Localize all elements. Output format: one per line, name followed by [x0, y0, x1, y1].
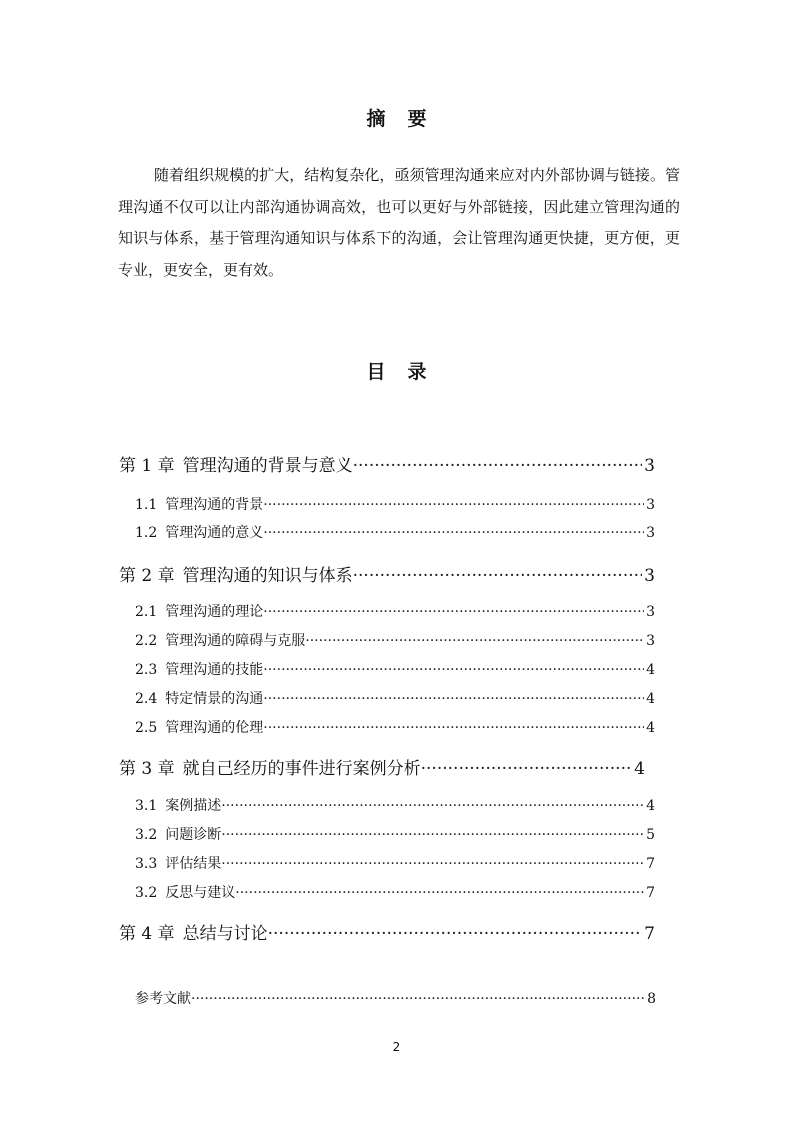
toc-leader-dots	[221, 827, 644, 843]
toc-entry-label: 管理沟通的背景与意义	[182, 456, 353, 476]
toc-leader-dots	[263, 604, 644, 620]
toc-entry-number: 第 2 章	[119, 566, 175, 586]
toc-entry-number: 2.3	[135, 662, 158, 678]
toc-entry-section-2-1	[135, 601, 655, 621]
toc-entry-page: 4	[646, 798, 655, 814]
toc-entry-page: 4	[646, 662, 655, 678]
toc-entry-section-2-2	[135, 630, 655, 650]
toc-entry-number: 3.3	[135, 856, 158, 872]
toc-leader-dots	[263, 662, 644, 678]
toc-entry-section-1-1	[135, 494, 655, 514]
toc-leader-dots	[263, 525, 644, 541]
toc-leader-dots	[268, 924, 643, 944]
toc-leader-dots	[421, 759, 633, 779]
toc-entry-number: 2.1	[135, 604, 158, 620]
toc-entry-chapter-2	[119, 561, 655, 586]
toc-entry-number: 3.2	[135, 827, 158, 843]
toc-entry-number: 3.1	[135, 798, 158, 814]
toc-entry-label: 管理沟通的背景	[165, 497, 264, 513]
toc-entry-number: 1.1	[135, 497, 158, 513]
toc-title: 目录	[366, 361, 449, 383]
toc-entry-section-2-4	[135, 688, 655, 708]
toc-leader-dots	[263, 720, 644, 736]
toc-entry-page: 3	[644, 566, 655, 586]
toc-entry-number: 3.2	[135, 885, 158, 901]
toc-leader-dots	[221, 856, 644, 872]
toc-entry-page: 7	[646, 856, 655, 872]
toc-entry-section-3-4	[135, 882, 655, 902]
toc-entry-label: 案例描述	[165, 798, 222, 814]
toc-entry-number: 2.4	[135, 691, 158, 707]
toc-entry-page: 4	[646, 720, 655, 736]
toc-entry-section-2-3	[135, 659, 655, 679]
toc-entry-label: 管理沟通的障碍与克服	[165, 633, 306, 649]
toc-entry-label: 特定情景的沟通	[165, 691, 264, 707]
toc-entry-label: 总结与讨论	[182, 924, 268, 944]
toc-entry-section-3-3	[135, 853, 655, 873]
toc-entry-label: 管理沟通的技能	[165, 662, 264, 678]
abstract-body: 随着组织规模的扩大，结构复杂化，亟须管理沟通来应对内外部协调与链接。管理沟通不仅可以让内部沟通协调高效，也可以更好与外部链接，因此建立管理沟通的知识与体系，基于管理沟通知识与体系下的沟通，会让管理沟通更快捷，更方便，更专业，更安全，更有效。	[118, 166, 680, 279]
toc-leader-dots	[221, 798, 644, 814]
toc-leader-dots	[263, 497, 644, 513]
toc-entry-page: 3	[646, 497, 655, 513]
toc-entry-label: 管理沟通的知识与体系	[182, 566, 353, 586]
toc-entry-label: 管理沟通的意义	[165, 525, 264, 541]
toc-leader-dots	[353, 566, 643, 586]
toc-entry-page: 8	[647, 991, 656, 1007]
toc-entry-chapter-1	[119, 451, 655, 476]
toc-entry-label: 就自己经历的事件进行案例分析	[182, 759, 421, 779]
toc-entry-page: 7	[644, 924, 655, 944]
toc-entry-page: 3	[646, 633, 655, 649]
toc-entry-page: 5	[646, 827, 655, 843]
toc-entry-section-1-2	[135, 522, 655, 542]
toc-entry-page: 4	[634, 759, 645, 779]
toc-entry-number: 第 3 章	[119, 759, 175, 779]
toc-entry-chapter-4	[119, 919, 655, 944]
toc-entry-page: 3	[646, 525, 655, 541]
toc-entry-page: 4	[646, 691, 655, 707]
toc-entry-number: 第 1 章	[119, 456, 175, 476]
toc-leader-dots	[235, 885, 644, 901]
toc-entry-section-2-5	[135, 717, 655, 737]
toc-entry-references	[135, 988, 656, 1008]
toc-entry-number: 2.5	[135, 720, 158, 736]
abstract-title: 摘要	[366, 108, 449, 130]
page-number: 2	[392, 1040, 401, 1054]
toc-entry-page: 3	[646, 604, 655, 620]
toc-entry-section-3-2	[135, 824, 655, 844]
toc-entry-section-3-1	[135, 795, 655, 815]
toc-leader-dots	[305, 633, 644, 649]
toc-entry-number: 第 4 章	[119, 924, 175, 944]
toc-entry-label: 管理沟通的理论	[165, 604, 264, 620]
toc-entry-label: 反思与建议	[165, 885, 236, 901]
toc-leader-dots	[353, 456, 643, 476]
toc-entry-number: 2.2	[135, 633, 158, 649]
toc-entry-label: 问题诊断	[165, 827, 222, 843]
toc-entry-page: 7	[646, 885, 655, 901]
toc-entry-page: 3	[644, 456, 655, 476]
toc-entry-label: 参考文献	[135, 991, 191, 1007]
toc-leader-dots	[263, 691, 644, 707]
toc-entry-number: 1.2	[135, 525, 158, 541]
toc-entry-label: 评估结果	[165, 856, 222, 872]
toc-entry-chapter-3	[119, 754, 645, 779]
toc-entry-label: 管理沟通的伦理	[165, 720, 264, 736]
toc-leader-dots	[191, 991, 645, 1007]
